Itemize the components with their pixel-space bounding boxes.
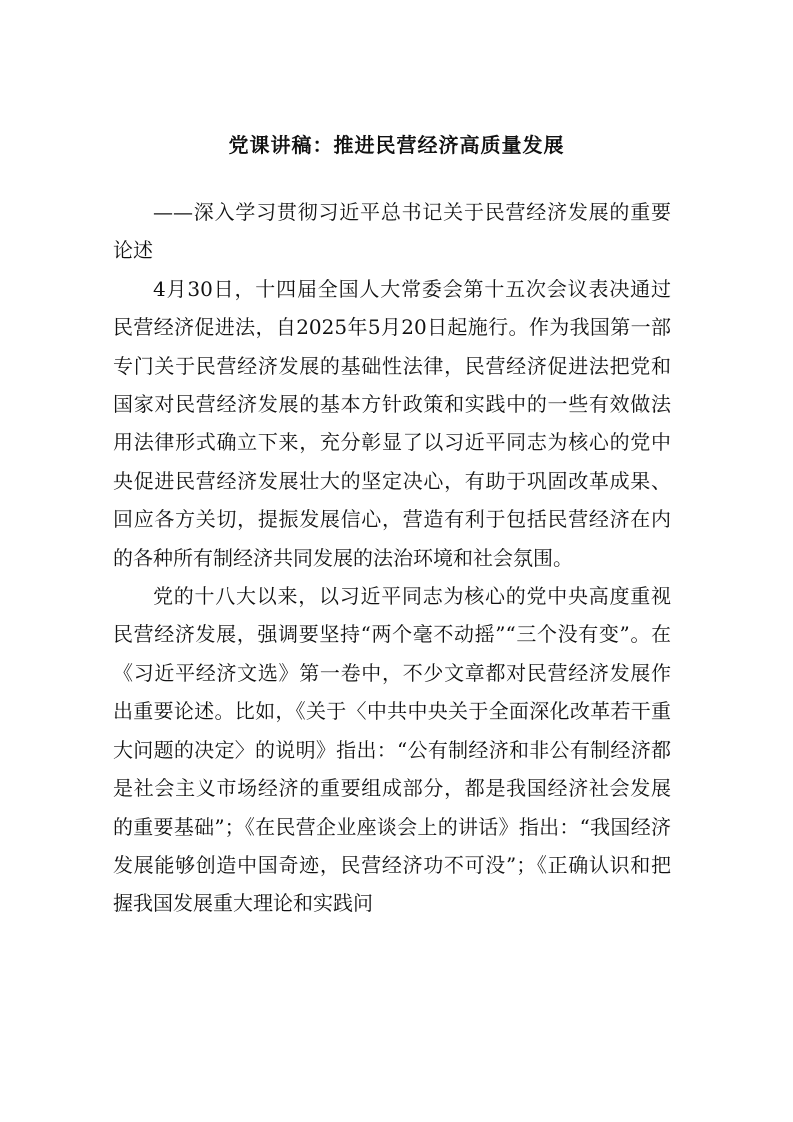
document-title: 党课讲稿：推进民营经济高质量发展 [228,133,565,157]
paragraph-1: 4月30日，十四届全国人大常委会第十五次会议表决通过民营经济促进法，自2025年5月20日起施行。作为我国第一部专门关于民营经济发展的基础性法律，民营经济促进法把党和国家对民营经济发展的基本方针政策和实践中的一些有效做法用法律形式确立下来，充分彰显了以习近平同志为核心的党中央促进民营经济发展壮大的坚定决心，有助于巩固改革成果、回应各方关切，提振发展信心，营造有利于包括民营经济在内的各种所有制经济共同发展的法治环境和社会氛围。 [113,276,671,570]
paragraph-2: 党的十八大以来，以习近平同志为核心的党中央高度重视民营经济发展，强调要坚持“两个毫不动摇”“三个没有变”。在《习近平经济文选》第一卷中，不少文章都对民营经济发展作出重要论述。比如，《关于〈中共中央关于全面深化改革若干重大问题的决定〉的说明》指出：“公有制经济和非公有制经济都是社会主义市场经济的重要组成部分，都是我国经济社会发展的重要基础”；《在民营企业座谈会上的讲话》指出：“我国经济发展能够创造中国奇迹，民营经济功不可没”；《正确认识和把握我国发展重大理论和实践问 [113,584,671,916]
document-body [113,193,671,923]
document-subtitle: ——深入学习贯彻习近平总书记关于民营经济发展的重要论述 [113,200,671,263]
